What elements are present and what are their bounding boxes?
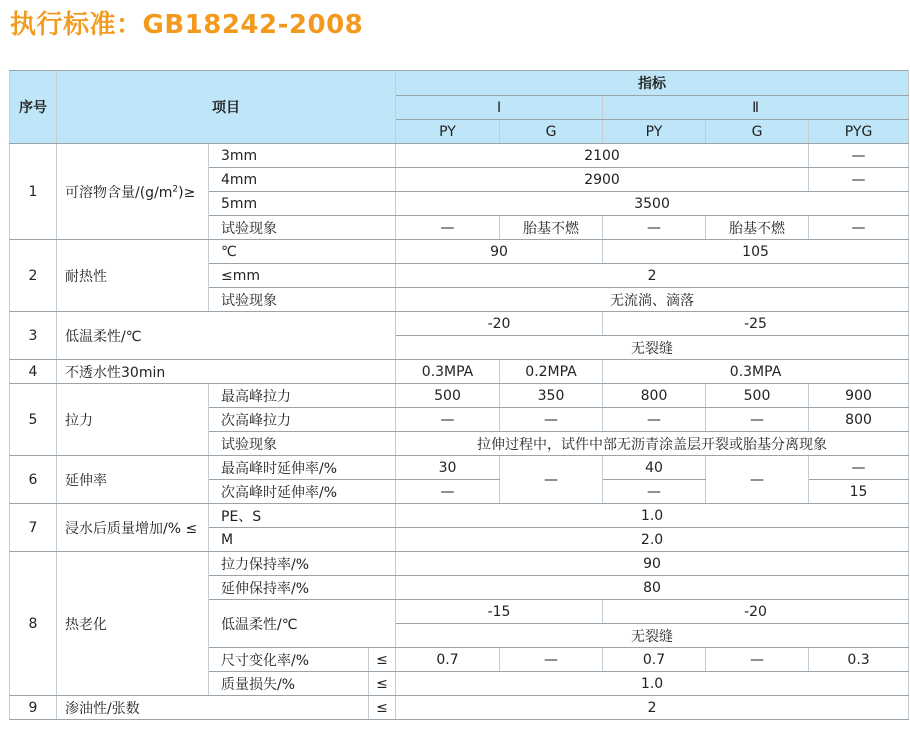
value-cell: — (603, 480, 706, 504)
item-name: 渗油性/张数 (57, 696, 369, 720)
value-cell: 2100 (396, 144, 809, 168)
standard-spec-table (9, 70, 909, 720)
item-name: 耐热性 (57, 240, 209, 312)
sub-item: M (209, 528, 396, 552)
table-row (10, 552, 909, 576)
header-index: 指标 (396, 71, 909, 96)
row-number: 5 (10, 384, 57, 456)
value-cell: 105 (603, 240, 909, 264)
value-cell: — (809, 456, 909, 480)
table-row (10, 384, 909, 408)
item-name: 不透水性30min (57, 360, 396, 384)
item-name: 低温柔性/℃ (57, 312, 396, 360)
value-cell: 0.7 (396, 648, 500, 672)
header-type-py-2: PY (603, 120, 706, 144)
value-cell: 胎基不燃 (500, 216, 603, 240)
value-cell: 2900 (396, 168, 809, 192)
value-cell: 3500 (396, 192, 909, 216)
table-row (10, 240, 909, 264)
value-cell: 拉伸过程中，试件中部无沥青涂盖层开裂或胎基分离现象 (396, 432, 909, 456)
header-type-pyg: PYG (809, 120, 909, 144)
sub-item: ℃ (209, 240, 396, 264)
value-cell: 2 (396, 696, 909, 720)
value-cell: 无裂缝 (396, 624, 909, 648)
value-cell: 500 (706, 384, 809, 408)
row-number: 1 (10, 144, 57, 240)
header-type-g-2: G (706, 120, 809, 144)
sub-item: 试验现象 (209, 288, 396, 312)
value-cell: -25 (603, 312, 909, 336)
sub-item: 次高峰时延伸率/% (209, 480, 396, 504)
value-cell: 0.3MPA (396, 360, 500, 384)
value-cell: -20 (603, 600, 909, 624)
row-number: 2 (10, 240, 57, 312)
value-cell: 0.2MPA (500, 360, 603, 384)
value-cell: 2 (396, 264, 909, 288)
row-number: 9 (10, 696, 57, 720)
sub-item: 尺寸变化率/% (209, 648, 369, 672)
table-row (10, 504, 909, 528)
header-grade-1: Ⅰ (396, 96, 603, 120)
row-number: 3 (10, 312, 57, 360)
value-cell: 80 (396, 576, 909, 600)
value-cell: — (706, 456, 809, 504)
le-sign: ≤ (369, 672, 396, 696)
sub-item: 最高峰时延伸率/% (209, 456, 396, 480)
table-row (10, 456, 909, 480)
value-cell: 30 (396, 456, 500, 480)
value-cell: — (809, 144, 909, 168)
value-cell: 1.0 (396, 504, 909, 528)
sub-item: 试验现象 (209, 432, 396, 456)
value-cell: -15 (396, 600, 603, 624)
header-seq: 序号 (10, 71, 57, 144)
value-cell: 350 (500, 384, 603, 408)
sub-item: 3mm (209, 144, 396, 168)
le-sign: ≤ (369, 648, 396, 672)
row-number: 7 (10, 504, 57, 552)
value-cell: — (809, 168, 909, 192)
value-cell: 800 (603, 384, 706, 408)
value-cell: — (603, 216, 706, 240)
sub-item: 次高峰拉力 (209, 408, 396, 432)
value-cell: 2.0 (396, 528, 909, 552)
table-row (10, 312, 909, 336)
value-cell: 胎基不燃 (706, 216, 809, 240)
value-cell: — (706, 408, 809, 432)
value-cell: 90 (396, 552, 909, 576)
value-cell: 800 (809, 408, 909, 432)
value-cell: -20 (396, 312, 603, 336)
value-cell: 0.7 (603, 648, 706, 672)
value-cell: 1.0 (396, 672, 909, 696)
value-cell: — (603, 408, 706, 432)
value-cell: 0.3 (809, 648, 909, 672)
sub-item: ≤mm (209, 264, 396, 288)
value-cell: — (396, 216, 500, 240)
value-cell: — (706, 648, 809, 672)
item-name: 浸水后质量增加/% ≤ (57, 504, 209, 552)
sub-item: 质量损失/% (209, 672, 369, 696)
header-item: 项目 (57, 71, 396, 144)
value-cell: 无流淌、滴落 (396, 288, 909, 312)
table-row (10, 144, 909, 168)
value-cell: — (500, 648, 603, 672)
value-cell: — (396, 408, 500, 432)
sub-item: 最高峰拉力 (209, 384, 396, 408)
item-name: 可溶物含量$/(g/m^2)\ge$ (57, 144, 209, 240)
value-cell: 900 (809, 384, 909, 408)
value-cell: 15 (809, 480, 909, 504)
sub-item: PE、S (209, 504, 396, 528)
value-cell: — (500, 456, 603, 504)
sub-item: 试验现象 (209, 216, 396, 240)
header-grade-2: Ⅱ (603, 96, 909, 120)
item-name: 延伸率 (57, 456, 209, 504)
row-number: 6 (10, 456, 57, 504)
table-row (10, 360, 909, 384)
value-cell: — (500, 408, 603, 432)
item-name: 热老化 (57, 552, 209, 696)
value-cell: 0.3MPA (603, 360, 909, 384)
value-cell: — (809, 216, 909, 240)
value-cell: 40 (603, 456, 706, 480)
table-row (10, 696, 909, 720)
sub-item: 拉力保持率/% (209, 552, 396, 576)
sub-item: 5mm (209, 192, 396, 216)
header-type-py-1: PY (396, 120, 500, 144)
value-cell: — (396, 480, 500, 504)
sub-item: 延伸保持率/% (209, 576, 396, 600)
value-cell: 无裂缝 (396, 336, 909, 360)
row-number: 4 (10, 360, 57, 384)
header-type-g-1: G (500, 120, 603, 144)
sub-item: 低温柔性/℃ (209, 600, 396, 648)
row-number: 8 (10, 552, 57, 696)
header-row (10, 71, 909, 96)
page-title: 执行标准：GB18242-2008 (10, 10, 364, 40)
value-cell: 90 (396, 240, 603, 264)
sub-item: 4mm (209, 168, 396, 192)
le-sign: ≤ (369, 696, 396, 720)
value-cell: 500 (396, 384, 500, 408)
item-name: 拉力 (57, 384, 209, 456)
